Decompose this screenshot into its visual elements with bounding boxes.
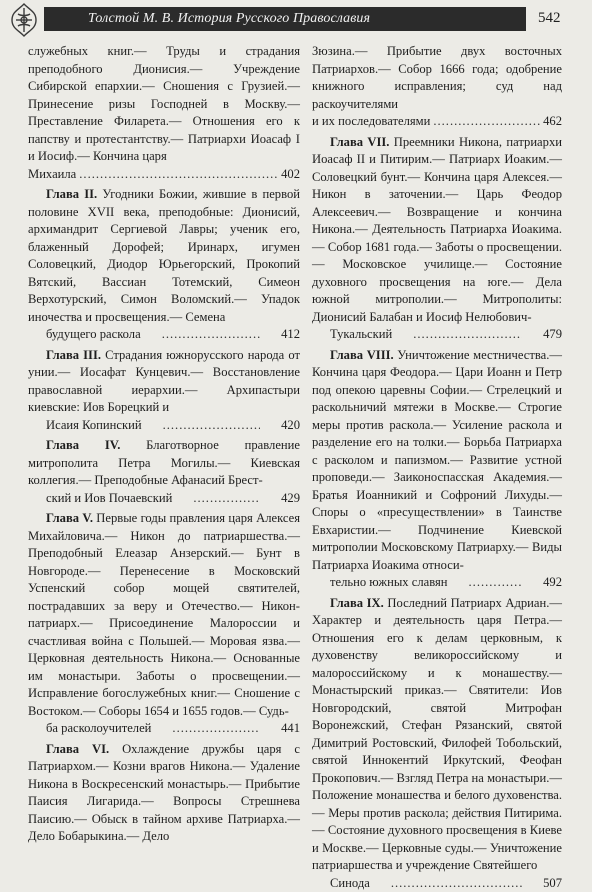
toc-entry bbox=[28, 347, 300, 435]
toc-leader-line bbox=[28, 326, 300, 344]
page-header bbox=[0, 0, 592, 38]
entry-page-number: 462 bbox=[543, 113, 562, 131]
toc-leader-line bbox=[312, 574, 562, 592]
chapter-label: Глава VIII. bbox=[330, 348, 394, 362]
page-number: 542 bbox=[538, 10, 561, 27]
entry-text: Страдания южнорусского народа от унии.— Иосафат Кунцевич.— Восстановление православной иерархии.— Архипастыри киевские: Иов Борецкий и bbox=[28, 348, 300, 415]
entry-text-end: тельно южных славян bbox=[312, 574, 448, 592]
entry-page-number: 492 bbox=[525, 574, 562, 592]
toc-entry bbox=[312, 134, 562, 344]
entry-page-number: 420 bbox=[263, 417, 300, 435]
toc-leader-line bbox=[28, 720, 300, 738]
dot-leader bbox=[144, 326, 260, 344]
dot-leader bbox=[433, 113, 540, 131]
entry-text: Угодники Божии, жившие в первой половине XVII века, преподобные: Дионисий, архимандрит Сергиевой Лавры; ученик его, блаженный Дорофей; Иринарх, игумен Соловецкий, Диодор Юрьегорский, Прокопий Вятский, Вассиан Тотемский, Симеон Верхотурский, Симон Воломский.— Упадок иночества и просвещения.— Семена bbox=[28, 187, 300, 324]
entry-text-end: Тукальский bbox=[312, 326, 392, 344]
entry-page-number: 429 bbox=[263, 490, 300, 508]
toc-entry bbox=[28, 43, 300, 183]
entry-text-end: ский и Иов Почаевский bbox=[28, 490, 172, 508]
entry-text-end: и их последователями bbox=[312, 113, 430, 131]
toc-leader-line bbox=[312, 875, 562, 892]
entry-text: Уничтожение местничества.— Кончина царя Феодора.— Цари Иоанн и Петр под опекою царевны Софии.— Стрелецкий и раскольничий мятежи в Москве.— Строгие меры против раскола.— Усиление раскола и разделение его на толки.— Борьба Патриарха с расколом и папизмом.— Развитие устной проповеди.— Заиконоспасская Академия.— Братья Иоанникий и Софроний Лихуды.— Споры о «пресуществлении» в Таинстве Евхаристии.— Подчинение Киевской митрополии Московскому Патриарху.— Виды Патриарха Иоакима относи- bbox=[312, 348, 562, 572]
entry-text-end: Исаия Копинский bbox=[28, 417, 142, 435]
toc-entry bbox=[28, 437, 300, 507]
toc-entry bbox=[312, 347, 562, 592]
dot-leader bbox=[154, 720, 260, 738]
toc-leader-line bbox=[28, 490, 300, 508]
chapter-label: Глава VII. bbox=[330, 135, 389, 149]
chapter-label: Глава III. bbox=[46, 348, 101, 362]
book-title: Толстой М. В. История Русского Православия bbox=[88, 11, 370, 27]
entry-page-number: 479 bbox=[525, 326, 562, 344]
entry-page-number: 507 bbox=[525, 875, 562, 892]
toc-entry bbox=[28, 510, 300, 738]
dot-leader bbox=[373, 875, 522, 892]
entry-text-end: Синода bbox=[312, 875, 370, 892]
chapter-label: Глава IV. bbox=[46, 438, 120, 452]
chapter-label: Глава VI. bbox=[46, 742, 109, 756]
entry-page-number: 402 bbox=[281, 166, 300, 184]
toc-leader-line bbox=[28, 166, 300, 184]
entry-page-number: 441 bbox=[263, 720, 300, 738]
toc-leader-line bbox=[312, 326, 562, 344]
ornamental-cross-icon bbox=[8, 2, 40, 38]
entry-text: Зюзина.— Прибытие двух восточных Патриархов.— Собор 1666 года; одобрение книжного исправления; суд над раскоучителями bbox=[312, 44, 562, 111]
entry-text: Благотворное правление митрополита Петра Могилы.— Киевская коллегия.— Преподобные Афанасий Брест- bbox=[28, 438, 300, 487]
toc-entry bbox=[28, 741, 300, 846]
dot-leader bbox=[395, 326, 522, 344]
entry-text: Преемники Никона, патриархи Иоасаф II и Питирим.— Патриарх Иоаким.— Соловецкий бунт.— Кончина царя Алексея.— Никон в заточении.— Царь Феодор Алексеевич.— Возвращение и кончина Никона.— Деятельность Патриарха Иоакима.— Собор 1681 года.— Заботы о просвещении.— Московское училище.— Состояние духовного просвещения на юге.— Дела южной митрополии.— Митрополиты: Дионисий Балабан и Иосиф Нелюбович- bbox=[312, 135, 562, 324]
dot-leader bbox=[451, 574, 523, 592]
dot-leader bbox=[175, 490, 260, 508]
toc-leader-line bbox=[28, 417, 300, 435]
dot-leader bbox=[79, 166, 278, 184]
entry-text: Последний Патриарх Адриан.— Характер и деятельность царя Петра.— Отношения его к делам церковным, к духовенству великороссийскому и малороссийскому и к монашеству.— Монастырский приказ.— Святители: Иов Новгородский, святой Митрофан Воронежский, Стефан Рязанский, святой Димитрий Ростовский, Филофей Тобольский, святой Иннокентий Иркутский, Феофан Прокопович.— Взгляд Петра на монастыри.— Положение монашества и белого духовенства.— Меры против раскола; действия Питирима.— Состояние духовного просвещения в Киеве и Москве.— Церковные суды.— Уничтожение патриаршества и учреждение Святейшего bbox=[312, 596, 562, 873]
toc-left-column bbox=[28, 43, 300, 846]
entry-text-end: будущего раскола bbox=[28, 326, 141, 344]
toc-leader-line bbox=[312, 113, 562, 131]
entry-text: служебных книг.— Труды и страдания преподобного Дионисия.— Учреждение Сибирской епархии.— Сношения с Грузией.— Принесение ризы Господней в Москву.— Преставление Филарета.— Отношения его к папству и протестантству.— Патриархи Иоасаф I и Иосиф.— Кончина царя bbox=[28, 44, 300, 163]
entry-text: Первые годы правления царя Алексея Михайловича.— Никон до патриаршества.— Преподобный Елеазар Анзерский.— Бунт в Новгороде.— Перенесение в Московский Успенский собор мощей святителей, пострадавших за веру и Отечество.— Никон-патриарх.— Присоединение Малороссии и счастливая война с Польшей.— Моровая язва.— Церковная деятельность Никона.— Основанные им монастыри. Заботы о просвещении.— Исправление богослужебных книг.— Сношение с Востоком.— Соборы 1654 и 1655 годов.— Судь- bbox=[28, 511, 300, 718]
chapter-label: Глава IX. bbox=[330, 596, 384, 610]
entry-text-end: Михаила bbox=[28, 166, 76, 184]
entry-page-number: 412 bbox=[263, 326, 300, 344]
entry-text-end: ба расколоучителей bbox=[28, 720, 151, 738]
toc-entry bbox=[28, 186, 300, 344]
chapter-label: Глава II. bbox=[46, 187, 97, 201]
entry-text: Охлаждение дружбы царя с Патриархом.— Козни врагов Никона.— Удаление Никона в Воскресенский монастырь.— Прибытие Паисия Лигарида.— Вопросы Стрешнева Паисию.— Обыск в тайном архиве Патриарха.— Дело Бобарыкина.— Дело bbox=[28, 742, 300, 844]
toc-right-column bbox=[312, 43, 562, 892]
chapter-label: Глава V. bbox=[46, 511, 93, 525]
dot-leader bbox=[145, 417, 261, 435]
toc-entry bbox=[312, 43, 562, 131]
toc-entry bbox=[312, 595, 562, 892]
